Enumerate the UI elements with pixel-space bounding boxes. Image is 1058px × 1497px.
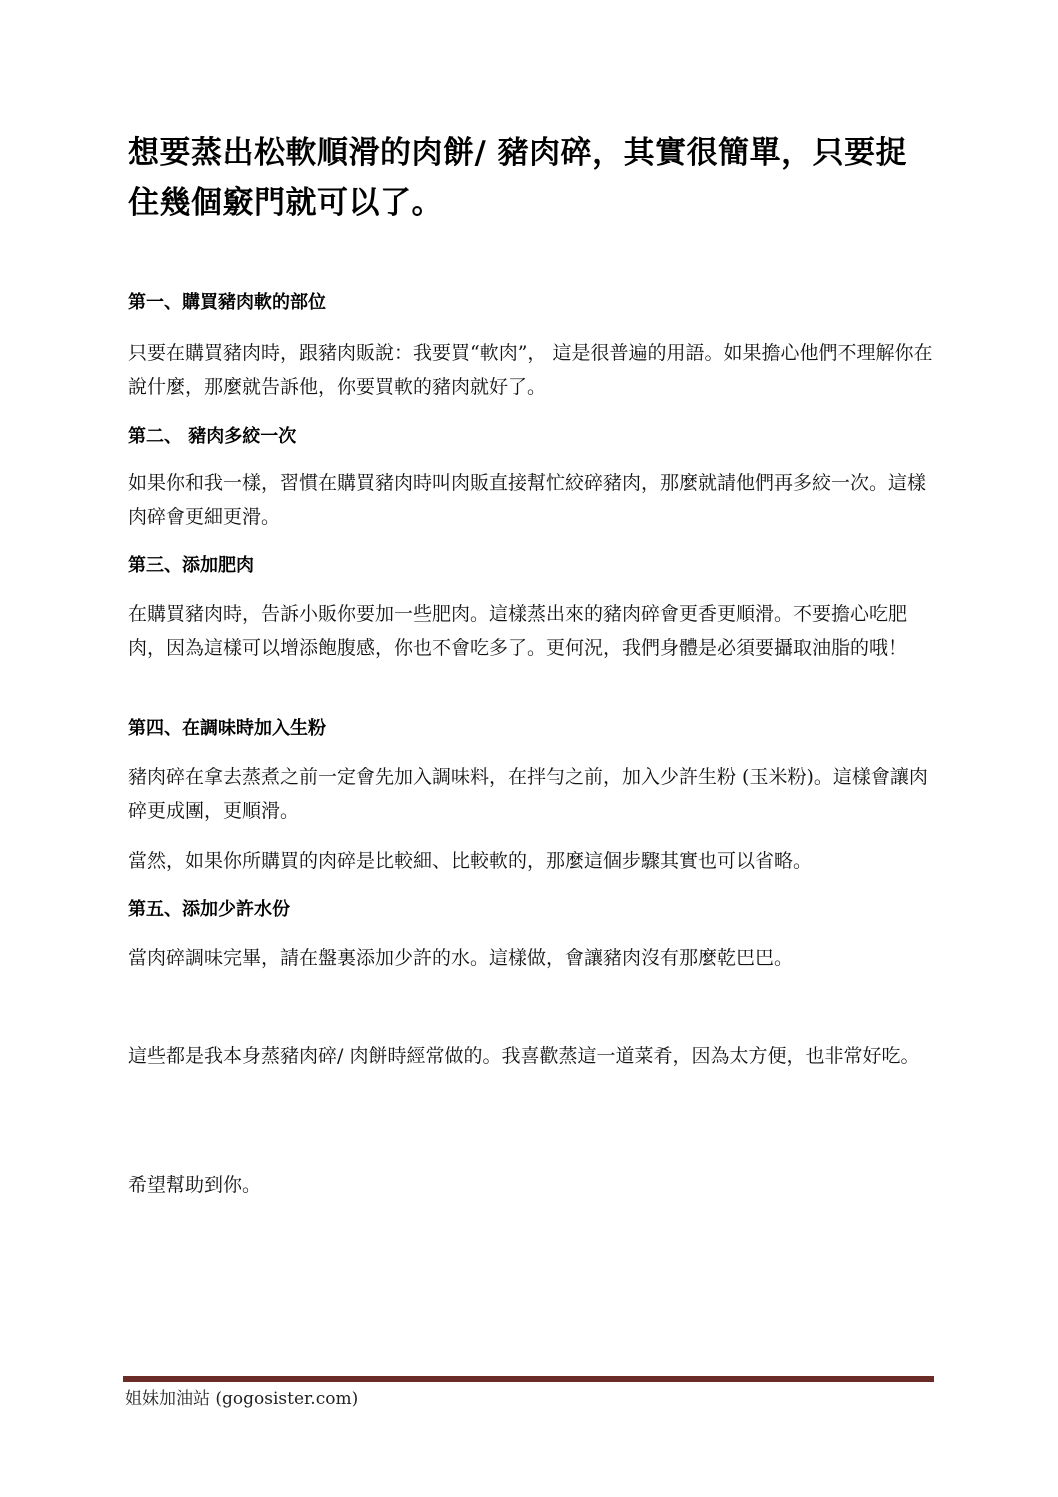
section-heading-4: 第四、在調味時加入生粉 (128, 718, 326, 739)
closing-paragraph: 這些都是我本身蒸豬肉碎/ 肉餅時經常做的。我喜歡蒸這一道菜肴，因為太方便，也非常好吃。 (128, 1045, 920, 1067)
section-heading-2: 第二、 豬肉多絞一次 (128, 426, 297, 447)
section-paragraph-4a: 豬肉碎在拿去蒸煮之前一定會先加入調味料，在拌勻之前，加入少許生粉 (玉米粉)。這樣會讓肉碎更成團，更順滑。 (128, 766, 928, 822)
footer-divider (123, 1376, 934, 1382)
page-title: 想要蒸出松軟順滑的肉餅/ 豬肉碎，其實很簡單，只要捉住幾個竅門就可以了。 (128, 135, 908, 221)
section-paragraph-4b: 當然，如果你所購買的肉碎是比較細、比較軟的，那麼這個步驟其實也可以省略。 (128, 850, 813, 872)
footer-site-credit: 姐妹加油站 (gogosister.com) (125, 1389, 359, 1409)
section-heading-5: 第五、添加少許水份 (128, 899, 290, 920)
section-paragraph-5: 當肉碎調味完畢，請在盤裏添加少許的水。這樣做，會讓豬肉沒有那麼乾巴巴。 (128, 947, 794, 969)
section-paragraph-1: 只要在購買豬肉時，跟豬肉販說：我要買“軟肉”， 這是很普遍的用語。如果擔心他們不理解你在說什麼，那麼就告訴他，你要買軟的豬肉就好了。 (128, 342, 933, 398)
section-heading-1: 第一、購買豬肉軟的部位 (128, 292, 326, 313)
section-heading-3: 第三、添加肥肉 (128, 555, 254, 576)
section-paragraph-3: 在購買豬肉時，告訴小販你要加一些肥肉。這樣蒸出來的豬肉碎會更香更順滑。不要擔心吃肥肉，因為這樣可以增添飽腹感，你也不會吃多了。更何況，我們身體是必須要攝取油脂的哦！ (128, 603, 908, 659)
closing-wish: 希望幫助到你。 (128, 1174, 262, 1196)
section-paragraph-2: 如果你和我一樣，習慣在購買豬肉時叫肉販直接幫忙絞碎豬肉，那麼就請他們再多絞一次。這樣肉碎會更細更滑。 (128, 472, 927, 528)
